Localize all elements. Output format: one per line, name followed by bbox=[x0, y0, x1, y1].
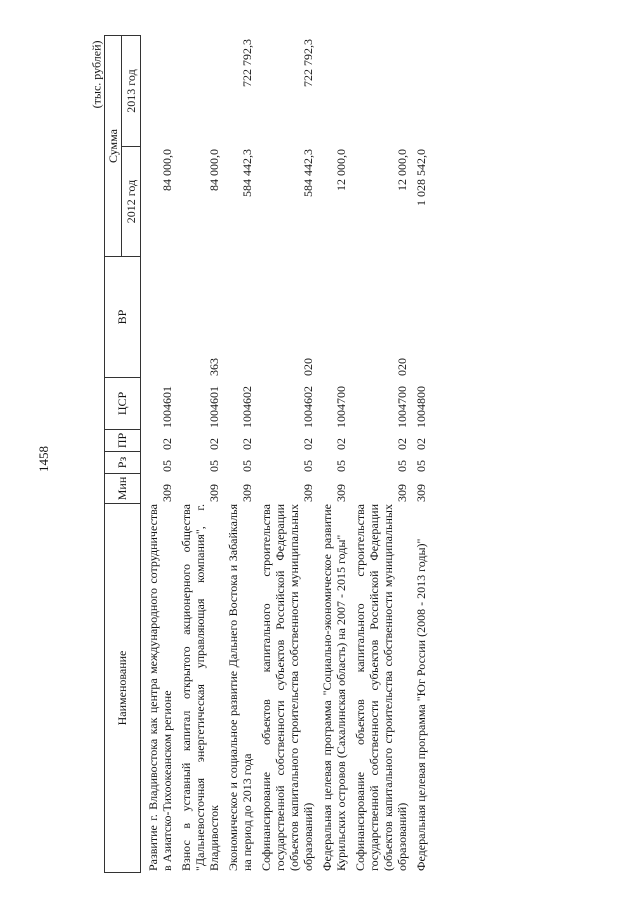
row-csr: 1004800 bbox=[414, 386, 428, 428]
table-row bbox=[259, 35, 315, 873]
table-row bbox=[179, 35, 221, 873]
header-name: Наименование bbox=[105, 503, 140, 872]
header-2012: 2012 год bbox=[122, 146, 140, 256]
row-min: 309 bbox=[301, 484, 315, 502]
header-sum-group bbox=[105, 36, 140, 256]
row-2012: 84 000,0 bbox=[160, 149, 174, 191]
row-min: 309 bbox=[207, 484, 221, 502]
row-2013: 722 792,3 bbox=[240, 39, 254, 87]
row-min: 309 bbox=[240, 484, 254, 502]
row-vr: 020 bbox=[395, 358, 409, 376]
row-rz: 05 bbox=[240, 460, 254, 472]
table-header bbox=[104, 35, 141, 873]
table-row bbox=[320, 35, 348, 873]
row-2012: 12 000,0 bbox=[334, 149, 348, 191]
row-pr: 02 bbox=[240, 438, 254, 450]
row-name: Развитие г. Владивостока как центра международного сотрудничества в Азиатско-Тихоокеанском регионе bbox=[146, 504, 174, 871]
row-rz: 05 bbox=[414, 460, 428, 472]
row-rz: 05 bbox=[207, 460, 221, 472]
row-rz: 05 bbox=[301, 460, 315, 472]
units-label: (тыс. рублей) bbox=[89, 40, 104, 109]
row-2012: 584 442,3 bbox=[240, 149, 254, 197]
table-row bbox=[226, 35, 254, 873]
row-csr: 1004700 bbox=[334, 386, 348, 428]
table-row bbox=[414, 35, 428, 873]
row-2012: 1 028 542,0 bbox=[414, 149, 428, 206]
row-pr: 02 bbox=[301, 438, 315, 450]
row-2012: 84 000,0 bbox=[207, 149, 221, 191]
row-2012: 12 000,0 bbox=[395, 149, 409, 191]
row-csr: 1004700 bbox=[395, 386, 409, 428]
budget-table bbox=[104, 35, 578, 873]
row-pr: 02 bbox=[207, 438, 221, 450]
row-pr: 02 bbox=[414, 438, 428, 450]
row-name: Софинансирование объектов капитального строительства государственной собственности субъектов Российской Федерации (объектов капитального строительства собственности муниципальных образований) bbox=[353, 504, 409, 871]
page-number: 1458 bbox=[36, 446, 51, 472]
table-row bbox=[353, 35, 409, 873]
header-csr: ЦСР bbox=[105, 377, 140, 429]
row-name: Федеральная целевая программа "Юг России (2008 - 2013 годы)" bbox=[414, 538, 428, 871]
row-min: 309 bbox=[160, 484, 174, 502]
row-name: Федеральная целевая программа "Социально-экономическое развитие Курильских островов (Сахалинская область) на 2007 - 2015 годы" bbox=[320, 504, 348, 871]
table-row bbox=[146, 35, 174, 873]
header-vr: ВР bbox=[105, 256, 140, 377]
row-csr: 1004601 bbox=[160, 386, 174, 428]
row-min: 309 bbox=[334, 484, 348, 502]
row-rz: 05 bbox=[160, 460, 174, 472]
row-min: 309 bbox=[414, 484, 428, 502]
row-min: 309 bbox=[395, 484, 409, 502]
row-csr: 1004602 bbox=[301, 386, 315, 428]
header-sum: Сумма bbox=[105, 36, 122, 256]
table-body bbox=[141, 35, 428, 873]
header-2013: 2013 год bbox=[123, 69, 138, 113]
row-name: Взнос в уставный капитал открытого акционерного общества "Дальневосточная энергетическая управляющая компания", г. Владивосток bbox=[179, 504, 221, 871]
header-pr: ПР bbox=[105, 429, 140, 451]
row-pr: 02 bbox=[334, 438, 348, 450]
row-rz: 05 bbox=[395, 460, 409, 472]
row-2013: 722 792,3 bbox=[301, 39, 315, 87]
row-name: Экономическое и социальное развитие Дальнего Востока и Забайкалья на период до 2013 года bbox=[226, 504, 254, 871]
header-rz: Рз bbox=[105, 451, 140, 473]
row-vr: 363 bbox=[207, 358, 221, 376]
row-2012: 584 442,3 bbox=[301, 149, 315, 197]
row-pr: 02 bbox=[160, 438, 174, 450]
header-min: Мин bbox=[105, 473, 140, 503]
row-name: Софинансирование объектов капитального строительства государственной собственности субъектов Российской Федерации (объектов капитального строительства собственности муниципальных образований) bbox=[259, 504, 315, 871]
row-csr: 1004602 bbox=[240, 386, 254, 428]
row-rz: 05 bbox=[334, 460, 348, 472]
row-csr: 1004601 bbox=[207, 386, 221, 428]
row-pr: 02 bbox=[395, 438, 409, 450]
row-vr: 020 bbox=[301, 358, 315, 376]
